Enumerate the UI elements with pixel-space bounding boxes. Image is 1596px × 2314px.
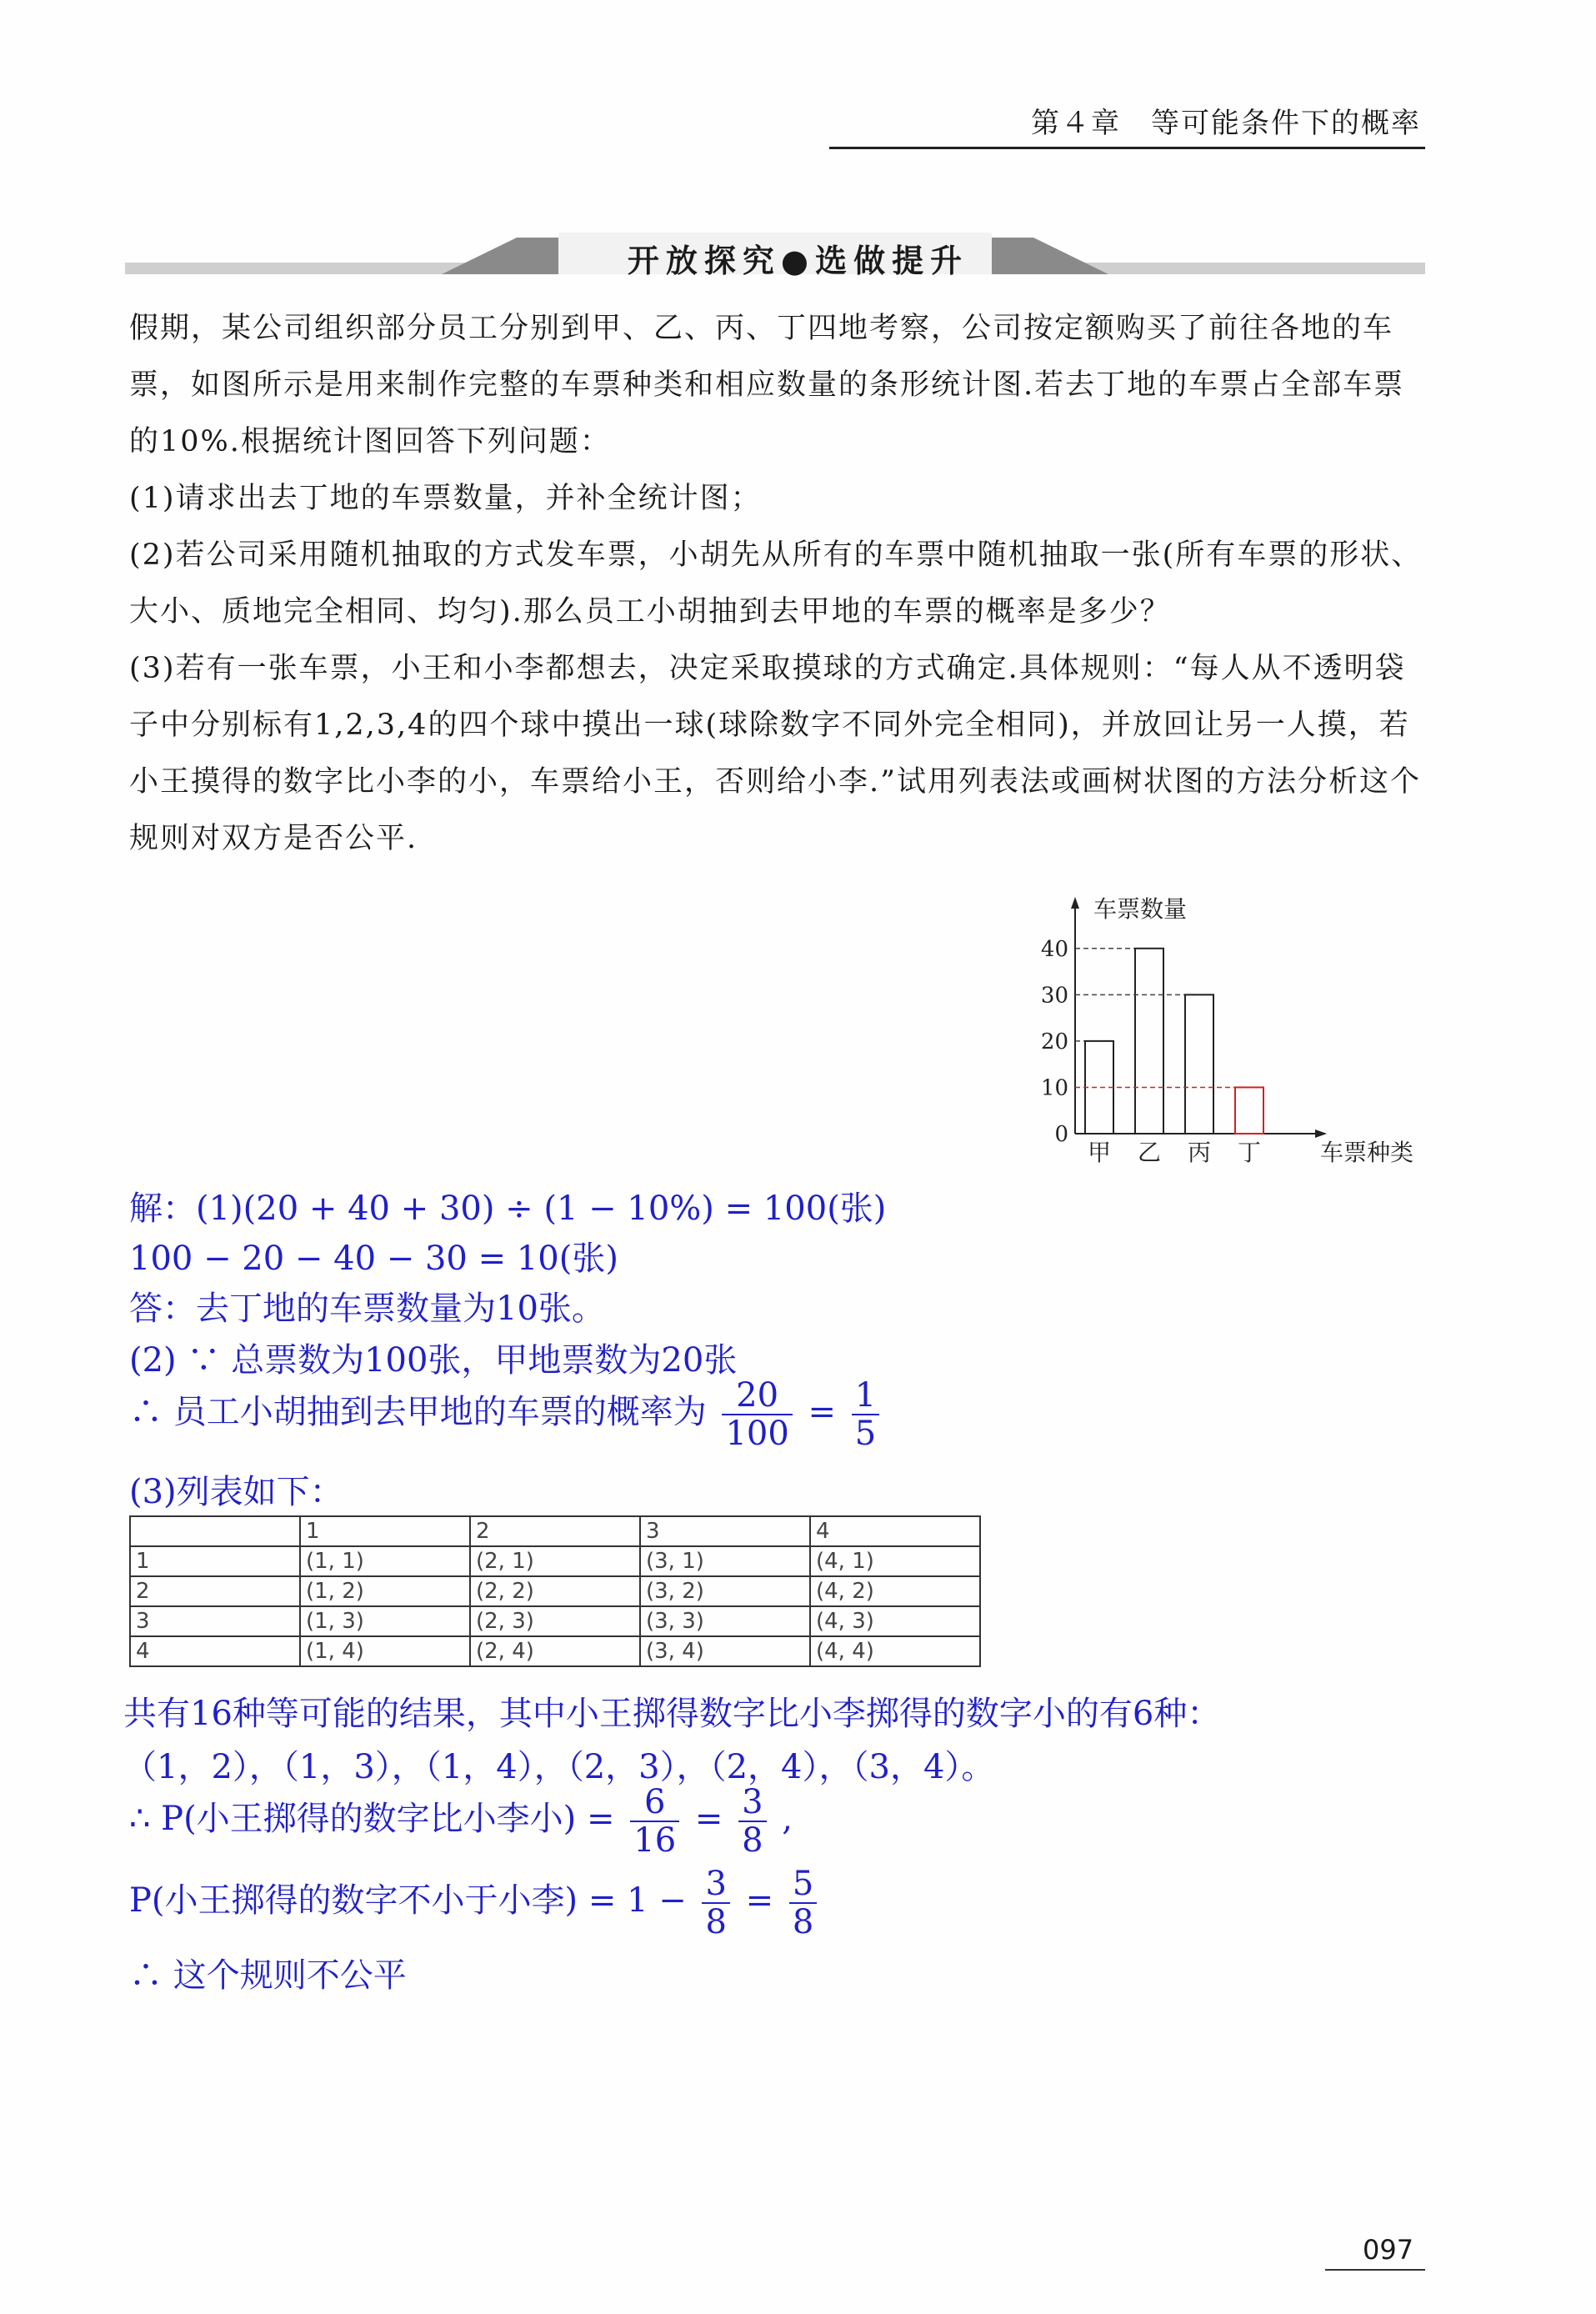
table-cell: (1, 3): [300, 1606, 470, 1636]
fraction-3-8: [702, 1866, 729, 1941]
solution-prob-wang: [129, 1784, 793, 1859]
fraction-6-16: [630, 1784, 679, 1859]
fraction-numerator: 3: [702, 1866, 729, 1904]
table-cell: (1, 4): [300, 1636, 470, 1666]
table-cell: 3: [130, 1606, 300, 1636]
y-tick-label: 40: [1040, 936, 1068, 962]
fraction-1-5: [852, 1377, 879, 1452]
prob-jia-text: ∴ 员工小胡抽到去甲地的车票的概率为: [129, 1393, 707, 1431]
table-cell: 2: [470, 1516, 640, 1546]
table-cell: (3, 2): [640, 1576, 810, 1606]
fraction-denominator: 8: [742, 1821, 763, 1860]
y-tick-label: 20: [1040, 1029, 1068, 1054]
solution-line-6: (3)列表如下：: [129, 1473, 343, 1511]
fraction-numerator: 5: [789, 1866, 817, 1904]
question-2: (2)若公司采用随机抽取的方式发车票，小胡先从所有的车票中随机抽取一张(所有车票的形状、大小、质地完全相同、均匀).那么员工小胡抽到去甲地的车票的概率是多少？: [129, 538, 1423, 629]
fraction-numerator: 20: [722, 1377, 792, 1415]
fraction-numerator: 3: [738, 1784, 766, 1822]
fraction-denominator: 16: [633, 1821, 677, 1860]
table-cell: 4: [810, 1516, 980, 1546]
table-row: [130, 1546, 980, 1576]
table-row: [130, 1606, 980, 1636]
prob-li-text: P(小王掷得的数字不小于小李) = 1 −: [129, 1881, 687, 1920]
fraction-denominator: 100: [725, 1415, 789, 1453]
table-cell: 3: [640, 1516, 810, 1546]
table-cell: (3, 1): [640, 1546, 810, 1576]
favorable-outcomes: （1，2），（1，3），（1，4），（2，3），（2，4），（3，4）。: [123, 1748, 995, 1786]
outcome-table: [129, 1515, 981, 1667]
table-cell: (4, 3): [810, 1606, 980, 1636]
table-row: [130, 1576, 980, 1606]
table-cell: (3, 3): [640, 1606, 810, 1636]
page-number: 097: [1363, 2234, 1414, 2266]
y-tick-label: 10: [1040, 1075, 1068, 1101]
solution-line-1: 解：(1)(20 + 40 + 30) ÷ (1 − 10%) = 100(张): [129, 1190, 887, 1228]
y-axis-arrow-icon: [1071, 897, 1079, 909]
prob-wang-text: ∴ P(小王掷得的数字比小李小) =: [129, 1800, 615, 1838]
category-label: 丁: [1237, 1139, 1262, 1166]
solution-answer-1: 答：去丁地的车票数量为10张。: [129, 1290, 605, 1328]
equals-sign: =: [694, 1800, 723, 1838]
table-cell: 1: [300, 1516, 470, 1546]
solution-line-4: (2) ∵ 总票数为100张，甲地票数为20张: [129, 1341, 738, 1380]
table-cell: (3, 4): [640, 1636, 810, 1666]
y-tick-label: 0: [1054, 1122, 1068, 1147]
bar-丁: [1235, 1087, 1263, 1134]
bar-丙: [1185, 994, 1213, 1134]
question-1: (1)请求出去丁地的车票数量，并补全统计图；: [129, 482, 762, 515]
comma: ,: [782, 1800, 793, 1838]
table-cell: (1, 2): [300, 1576, 470, 1606]
table-cell: 1: [130, 1546, 300, 1576]
table-cell: 4: [130, 1636, 300, 1666]
equals-sign: =: [745, 1881, 774, 1920]
table-cell: (2, 2): [470, 1576, 640, 1606]
fraction-5-8: [789, 1866, 817, 1941]
fraction-denominator: 8: [705, 1903, 727, 1941]
category-label: 丙: [1187, 1139, 1212, 1166]
category-label: 甲: [1087, 1139, 1112, 1166]
ticket-bar-chart: [1008, 884, 1425, 1184]
fraction-numerator: 6: [630, 1784, 679, 1822]
category-label: 乙: [1137, 1139, 1162, 1166]
solution-conclusion: ∴ 这个规则不公平: [129, 1956, 407, 1995]
problem-intro: 假期，某公司组织部分员工分别到甲、乙、丙、丁四地考察，公司按定额购买了前往各地的车票，如图所示是用来制作完整的车票种类和相应数量的条形统计图.若去丁地的车票占全部车票的10%.根据统计图回答下列问题：: [129, 312, 1405, 458]
y-tick-label: 30: [1040, 983, 1068, 1009]
fraction-20-100: [722, 1377, 792, 1452]
question-3: (3)若有一张车票，小王和小李都想去，决定采取摸球的方式确定.具体规则：“每人从不透明袋子中分别标有1,2,3,4的四个球中摸出一球(球除数字不同外完全相同)，并放回让另一人摸，若小王摸得的数字比小李的小，车票给小王，否则给小李.”试用列表法或画树状图的方法分析这个规则对双方是否公平.: [129, 652, 1422, 855]
x-axis-arrow-icon: [1315, 1129, 1327, 1138]
fraction-3-8: [738, 1784, 766, 1859]
table-cell: [130, 1516, 300, 1546]
solution-prob-li: [129, 1866, 822, 1941]
table-cell: (4, 4): [810, 1636, 980, 1666]
problem-statement: [129, 300, 1429, 867]
table-cell: 2: [130, 1576, 300, 1606]
page-number-rule: [1325, 2269, 1425, 2271]
y-axis-label: 车票数量: [1093, 895, 1188, 923]
fraction-denominator: 5: [854, 1415, 877, 1453]
table-cell: (4, 1): [810, 1546, 980, 1576]
chapter-header: 第４章 等可能条件下的概率: [1031, 107, 1421, 140]
table-header-row: [130, 1516, 980, 1546]
header-divider: [829, 147, 1425, 149]
x-axis-label: 车票种类: [1319, 1139, 1414, 1166]
section-title: 开放探究●选做提升: [627, 243, 969, 279]
equals-sign: =: [808, 1393, 837, 1431]
table-cell: (2, 1): [470, 1546, 640, 1576]
table-cell: (4, 2): [810, 1576, 980, 1606]
table-cell: (1, 1): [300, 1546, 470, 1576]
table-cell: (2, 4): [470, 1636, 640, 1666]
solution-probability-jia: [129, 1377, 884, 1452]
table-row: [130, 1636, 980, 1666]
table-cell: (2, 3): [470, 1606, 640, 1636]
bar-乙: [1135, 949, 1163, 1134]
fraction-denominator: 8: [792, 1903, 814, 1941]
solution-line-7: 共有16种等可能的结果，其中小王掷得数字比小李掷得的数字小的有6种：: [123, 1695, 1221, 1733]
fraction-numerator: 1: [852, 1377, 879, 1415]
solution-line-2: 100 − 20 − 40 − 30 = 10(张): [129, 1240, 618, 1278]
